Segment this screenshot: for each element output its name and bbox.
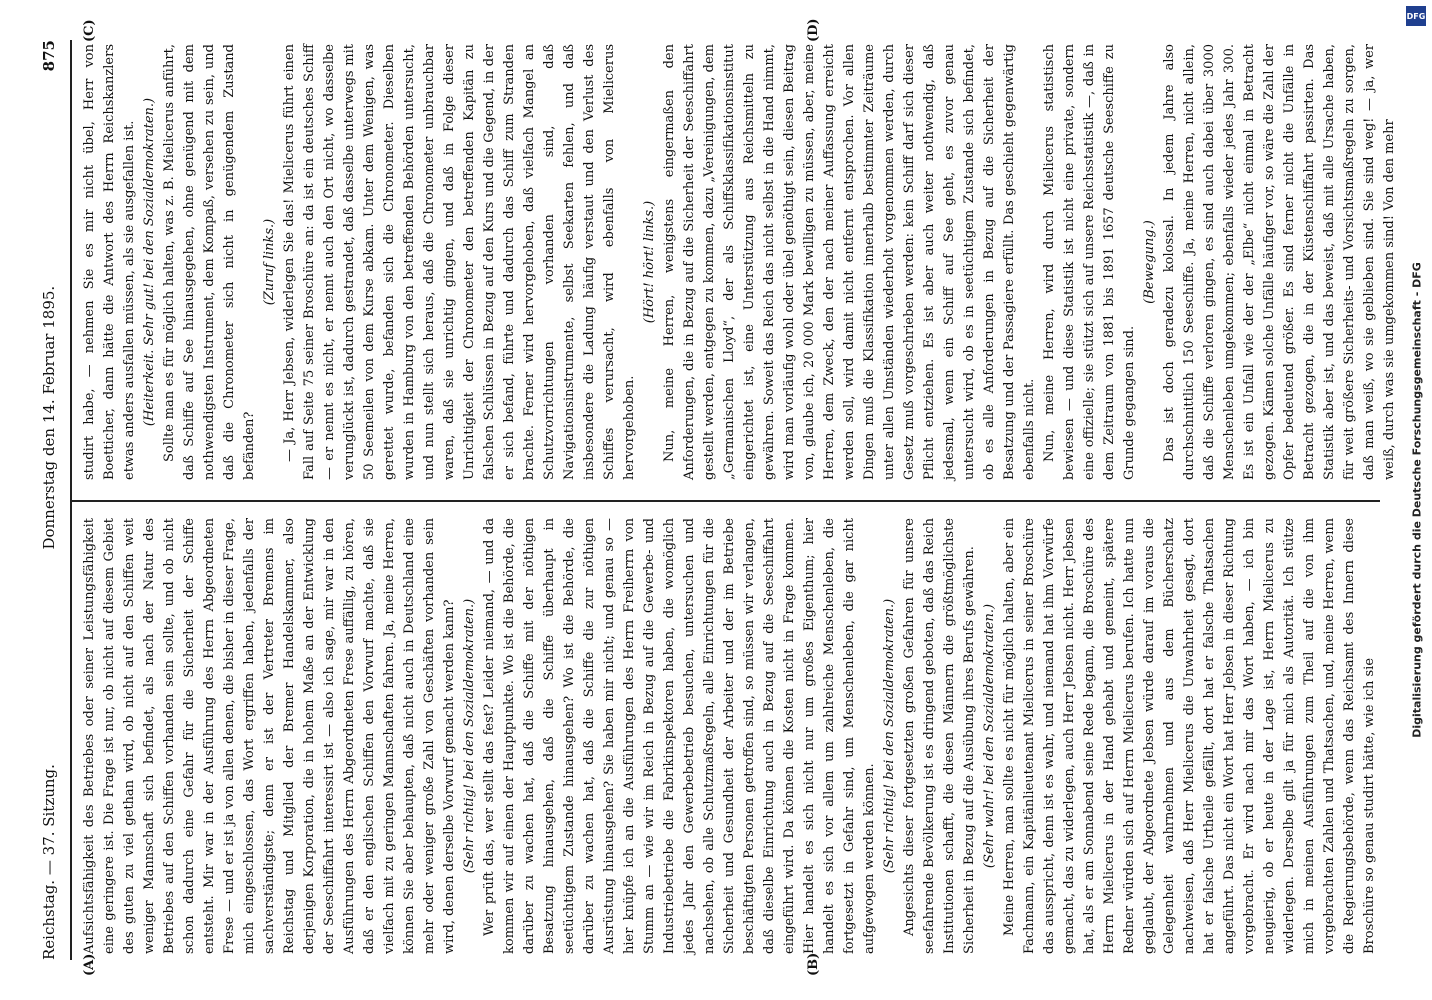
running-head <box>36 40 62 960</box>
margin-mark-d: (D) <box>806 18 821 42</box>
header-date: Donnerstag den 14. Februar 1895. <box>40 285 58 550</box>
interjection: (Sehr wahr! bei den Sozialdemokraten.) <box>982 603 997 869</box>
page-number: 875 <box>40 40 58 72</box>
interjection: (Sehr richtig! bei den Sozialdemokraten.) <box>462 598 477 874</box>
paragraph: Angesichts dieser fortgesetzten großen Gefahren für unsere seefahrende Bevölkerung ist es dringend geboten, daß das Reich Institutionen schafft, die diesen Männern die größtmöglichste Sicherheit in Bezug auf die Ausübung ihres Berufs gewähren. <box>902 518 977 954</box>
interjection: (Hört! hört! links.) <box>642 200 657 324</box>
rotated-page <box>26 20 1406 980</box>
interjection: (Heiterkeit. Sehr gut! bei den Sozialdemokraten.) <box>142 97 157 427</box>
interjection: (Bewegung.) <box>1142 220 1157 304</box>
paragraph: Das ist doch geradezu kolossal. In jedem Jahre also durchschnittlich 150 Seeschiffe. Ja, meine Herren, nicht allein, daß die Schiffe verloren gingen, es sind auch dabei über 3000 Menschenleben umgekommen; ebenfalls wieder jedes Jahr 300. Es ist ein Unfall wie der der „Elbe“ nicht einmal in Betracht gezogen. Kämen solche Unfälle häufiger vor, so wäre die Zahl der Opfer bedeutend größer. Es sind ferner nicht die Unfälle in Betracht gezogen, die in der Küstenschiffahrt passirten. Das Statistik aber ist, und das beweist, daß mit alle Ursache haben, für weit größere Sicherheits- und Vorsichtsmaßregeln zu sorgen, daß man weiß, wo sie geblieben sind. Sie sind weg! — ja, wer weiß, durch was sie umgekommen sind! Von den mehr <box>1162 44 1397 480</box>
paragraph: — Ja, Herr Jebsen, widerlegen Sie das! Mielicerus führt einen Fall auf Seite 75 seiner Broschüre an: da ist ein deutsches Schiff — er nennt es nicht, er nennt auch den Ort nicht, wo dasselbe verunglückt ist, dadurch gestrandet, daß dasselbe unterwegs mit 50 Seemeilen von dem Kurse abkam. Unter dem Wenigen, was gerettet wurde, befanden sich die Chronometer. Dieselben wurden in Hamburg von den betreffenden Behörden untersucht, und nun stellt sich heraus, daß die Chronometer unbrauchbar waren, daß sie unrichtig gingen, und daß in Folge dieser Unrichtigkeit der Chronometer den betreffenden Kapitän zu falschen Schlüssen in Bezug auf den Kurs und die Gegend, in der er sich befand, führte und dadurch das Schiff zum Stranden brachte. Ferner wird hervorgehoben, daß vielfach Mangel an Schutzvorrichtungen vorhanden sind, daß Navigationsinstrumente, selbst Seekarten fehlen, und daß insbesondere die Ladung häufig verstaut und den Verlust des Schiffes verursacht, wird ebenfalls von Mielicerus hervorgehoben. <box>282 44 637 480</box>
digitization-note: Digitalisierung gefördert durch die Deutsche Forschungsgemeinschaft - DFG <box>1410 262 1424 738</box>
paragraph: Aufsichtsfähigkeit des Betriebes oder seiner Leistungsfähigkeit eine geringere ist. Die Frage ist nur, ob nicht auf diesem Gebiet des guten zu viel gethan wird, ob nicht auf den Schiffen weit weniger Mannschaft sich befindet, als nach der Natur des Betriebes auf den Schiffen vorhanden sein sollte, und ob nicht schon dadurch eine Gefahr für die Sicherheit der Schiffe entsteht. Mir war in der Ausführung des Herrn Abgeordneten Frese — und er ist ja von allen denen, die bisher in dieser Frage, mich eingeschlossen, das Wort ergriffen haben, jedenfalls der sachverständigste; denn er ist der Vertreter Bremens im Reichstag und Mitglied der Bremer Handelskammer, also derjenigen Korporation, die in hohem Maße an der Entwicklung der Seeschiffahrt interessirt ist — also ich sage, mir war in den Ausführungen des Herrn Abgeordneten Frese auffällig, zu hören, daß er den englischen Schiffen den Vorwurf machte, daß sie vielfach mit zu geringen Mannschaften fahren. Ja, meine Herren, können Sie aber behaupten, daß nicht auch in Deutschland eine mehr oder weniger große Zahl von Geschäften vorhanden sein wird, denen derselbe Vorwurf gemacht werden kann? <box>82 518 457 954</box>
header-left: Reichstag. — 37. Sitzung. <box>40 764 58 960</box>
paragraph: Meine Herren, man sollte es nicht für möglich halten, aber ein Fachmann, ein Kapitänlieutenant Mielicerus in seiner Broschüre das ausspricht, denn ist es wahr, und niemand hat ihm Vorwürfe gemacht, das zu widerlegen, auch Herr Jebsen nicht. Herr Jebsen hat, als er am Sonnabend seine Rede begann, die Broschüre des Herrn Mielicerus in der Hand gehabt und gemeint, spätere Redner würden sich auf Herrn Mielicerus berufen. Ich hatte nun geglaubt, der Abgeordnete Jebsen würde darauf im voraus die Gelegenheit wahrnehmen und aus dem Bücherschatz nachweisen, daß Herr Mielicerus die Unwahrheit gesagt, dort hat er falsche Urtheile gefällt, dort hat er falsche Thatsachen angeführt. Das nicht ein Wort hat Herr Jebsen in dieser Richtung vorgebracht. Er wird nach mir das Wort haben, — ich bin neugierig, ob er heute in der Lage ist, Herrn Mielicerus zu widerlegen. Derselbe gilt ja für mich als Autorität. Ich stütze mich in meinen Ausführungen zum Theil auf die von ihm vorgebrachten Zahlen und Thatsachen, und, meine Herren, wenn die Regierungsbehörde, wenn das Reichsamt des Innern diese Broschüre so genau studirt hätte, wie ich sie <box>1002 518 1377 954</box>
margin-mark-a: (A) <box>82 953 97 976</box>
paragraph: Wer prüft das, wer stellt das fest? Leider niemand, — und da kommen wir auf einen der Hauptpunkte. Wo ist die Behörde, die darüber zu wachen hat, daß die Schiffe mit der nöthigen Besatzung hinausgehen, daß die Schiffe überhaupt in seetüchtigem Zustande hinausgehen? Wo ist die Behörde, die darüber zu wachen hat, daß die Schiffe die zur nöthigen Ausrüstung hinausgehen? Sie haben mir nicht; und genau so — hier knüpfe ich an die Ausführungen des Herrn Freiherrn von Stumm an — wie wir im Reich in Bezug auf die Gewerbe- und Industriebetriebe die Fabrikinspektoren haben, die womöglich jedes Jahr den Gewerbebetrieb besuchen, untersuchen und nachsehen, ob alle Schutzmaßregeln, alle Einrichtungen für die Sicherheit und Gesundheit der Arbeiter und der im Betriebe beschäftigten Personen getroffen sind, so müssen wir verlangen, daß dieselbe Einrichtung auch in Bezug auf die Seeschiffahrt eingeführt wird. Da können die Kosten nicht in Frage kommen. Hier handelt es sich nicht nur um großes Eigenthum; hier handelt es sich vor allem um zahlreiche Menschenleben, die fortgesetzt in Gefahr sind, um Menschenleben, die gar nicht aufgewogen werden können. <box>482 518 877 954</box>
digitization-strip <box>1404 0 1430 1000</box>
interjection: (Sehr richtig! bei den Sozialdemokraten.) <box>882 598 897 874</box>
paragraph: Nun, meine Herren, wird durch Mielicerus statistisch bewiesen — und diese Statistik ist nicht eine private, sondern eine offizielle; sie stützt sich auf unsere Reichsstatistik —, daß in dem Zeitraum von 1881 bis 1891 1657 deutsche Seeschiffe zu Grunde gegangen sind. <box>1042 44 1137 480</box>
interjection: (Zuruf links.) <box>262 218 277 306</box>
margin-mark-b: (B) <box>806 952 821 976</box>
left-column <box>80 518 1380 954</box>
paragraph: Nun, meine Herren, wenigstens eingermaßen den Anforderungen, die in Bezug auf die Sicherheit der Seeschiffahrt gestellt werden, entgegen zu kommen, dazu „Vereinigungen, dem „Germanischen Lloyd“, der als Schiffsklassifikationsinstitut eingerichtet ist, eine Unterstützung aus Reichsmitteln zu gewähren. Soweit das Reich das nicht selbst in die Hand nimmt, wird man vorläufig wohl oder übel genöthigt sein, diesen Beitrag von, glaube ich, 20 000 Mark bewilligen zu müssen, aber, meine Herren, dem Zweck, den der nach meiner Auffassung erreicht werden soll, wird damit nicht entfernt entsprochen. Vor allen Dingen muß die Klassifikation innerhalb bestimmter Zeiträume unter allen Umständen wiederholt vorgenommen werden, durch Gesetz muß vorgeschrieben werden: kein Schiff darf sich dieser Pflicht entziehen. Es ist aber auch weiter nothwendig, daß jedesmal, wenn ein Schiff auf See geht, es zuvor genau untersucht wird, ob es in seetüchtigem Zustande sich befindet, ob es alle Anforderungen in Bezug auf die Sicherheit der Besatzung und der Passagiere erfüllt. Das geschieht gegenwärtig ebenfalls nicht. <box>662 44 1037 480</box>
paragraph: studirt habe, — nehmen Sie es mir nicht übel, Herr von Boetticher, dann hätte die Antwort des Herrn Reichskanzlers etwas anders ausfallen müssen, als sie ausgefallen ist. <box>82 44 137 480</box>
column-divider <box>72 500 1380 502</box>
paragraph: Sollte man es für möglich halten, was z. B. Mielicerus anführt, daß Schiffe auf See hinausgegehen, ohne genügend mit dem nothwendigsten Instrument, dem Kompaß, versehen zu sein, und daß die Chronometer sich nicht in genügendem Zustand befänden? <box>162 44 257 480</box>
right-column <box>80 44 1397 480</box>
margin-mark-c: (C) <box>82 19 97 42</box>
dfg-logo: DFG <box>1406 6 1426 26</box>
